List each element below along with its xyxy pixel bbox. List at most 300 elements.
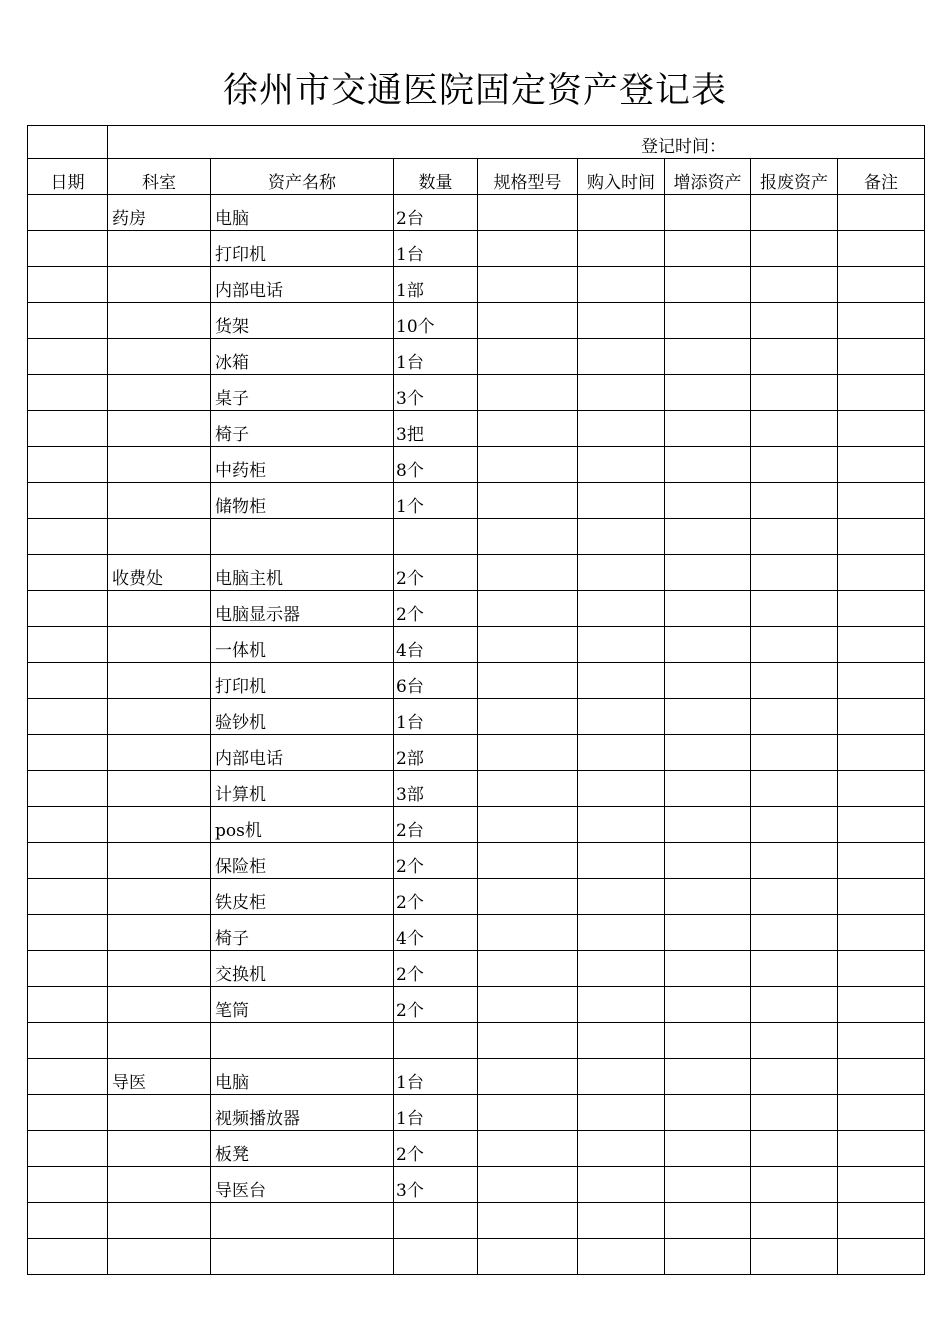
cell-spec[interactable] [478, 519, 578, 555]
cell-scrapped-asset[interactable] [751, 519, 838, 555]
header-asset-name: 资产名称 [211, 159, 394, 195]
table-row [28, 267, 925, 303]
cell-spec[interactable] [478, 555, 578, 591]
table-row [28, 879, 925, 915]
cell-dept[interactable] [108, 1131, 211, 1167]
cell-added-asset[interactable] [665, 1239, 751, 1275]
cell-dept[interactable]: 导医 [108, 1059, 211, 1095]
table-row [28, 663, 925, 699]
cell-dept[interactable] [108, 663, 211, 699]
cell-spec[interactable] [478, 1131, 578, 1167]
cell-added-asset[interactable] [665, 915, 751, 951]
cell-date[interactable] [28, 1167, 108, 1203]
cell-quantity[interactable]: 6台 [394, 663, 478, 699]
cell-asset-name[interactable]: 视频播放器 [211, 1095, 394, 1131]
cell-spec[interactable] [478, 1023, 578, 1059]
cell-asset-name[interactable] [211, 1203, 394, 1239]
cell-spec[interactable] [478, 915, 578, 951]
cell-quantity[interactable] [394, 1239, 478, 1275]
cell-dept[interactable] [108, 591, 211, 627]
cell-purchase-time[interactable] [578, 303, 665, 339]
cell-note[interactable] [838, 771, 925, 807]
cell-note[interactable] [838, 951, 925, 987]
cell-note[interactable] [838, 915, 925, 951]
cell-quantity[interactable]: 2个 [394, 555, 478, 591]
cell-scrapped-asset[interactable] [751, 231, 838, 267]
cell-scrapped-asset[interactable] [751, 879, 838, 915]
cell-date[interactable] [28, 231, 108, 267]
cell-purchase-time[interactable] [578, 483, 665, 519]
table-row [28, 699, 925, 735]
cell-spec[interactable] [478, 483, 578, 519]
cell-added-asset[interactable] [665, 771, 751, 807]
cell-asset-name[interactable] [211, 1023, 394, 1059]
cell-quantity[interactable]: 3部 [394, 771, 478, 807]
cell-asset-name[interactable]: 电脑主机 [211, 555, 394, 591]
cell-note[interactable] [838, 699, 925, 735]
cell-spec[interactable] [478, 411, 578, 447]
cell-spec[interactable] [478, 1239, 578, 1275]
cell-note[interactable] [838, 987, 925, 1023]
cell-asset-name[interactable]: 验钞机 [211, 699, 394, 735]
cell-purchase-time[interactable] [578, 915, 665, 951]
cell-purchase-time[interactable] [578, 663, 665, 699]
cell-note[interactable] [838, 447, 925, 483]
cell-note[interactable] [838, 1239, 925, 1275]
cell-spec[interactable] [478, 267, 578, 303]
cell-date[interactable] [28, 267, 108, 303]
cell-date[interactable] [28, 951, 108, 987]
cell-scrapped-asset[interactable] [751, 627, 838, 663]
cell-purchase-time[interactable] [578, 1059, 665, 1095]
cell-date[interactable] [28, 807, 108, 843]
cell-note[interactable] [838, 807, 925, 843]
cell-quantity[interactable]: 1台 [394, 231, 478, 267]
cell-date[interactable] [28, 1239, 108, 1275]
cell-spec[interactable] [478, 375, 578, 411]
cell-dept[interactable] [108, 843, 211, 879]
cell-added-asset[interactable] [665, 1131, 751, 1167]
cell-quantity[interactable]: 2个 [394, 951, 478, 987]
cell-asset-name[interactable]: 一体机 [211, 627, 394, 663]
header-scrapped-asset: 报废资产 [751, 159, 838, 195]
cell-added-asset[interactable] [665, 555, 751, 591]
cell-spec[interactable] [478, 1095, 578, 1131]
cell-note[interactable] [838, 375, 925, 411]
cell-spec[interactable] [478, 303, 578, 339]
cell-date[interactable] [28, 771, 108, 807]
cell-date[interactable] [28, 375, 108, 411]
cell-quantity[interactable]: 1台 [394, 339, 478, 375]
cell-note[interactable] [838, 195, 925, 231]
cell-date[interactable] [28, 1059, 108, 1095]
cell-spec[interactable] [478, 447, 578, 483]
cell-asset-name[interactable]: pos机 [211, 807, 394, 843]
table-row [28, 1095, 925, 1131]
cell-spec[interactable] [478, 843, 578, 879]
cell-date[interactable] [28, 1095, 108, 1131]
cell-purchase-time[interactable] [578, 375, 665, 411]
cell-dept[interactable] [108, 915, 211, 951]
cell-asset-name[interactable] [211, 1239, 394, 1275]
cell-asset-name[interactable]: 板凳 [211, 1131, 394, 1167]
cell-scrapped-asset[interactable] [751, 267, 838, 303]
cell-scrapped-asset[interactable] [751, 1059, 838, 1095]
register-time-row [28, 126, 925, 159]
table-row [28, 1167, 925, 1203]
cell-scrapped-asset[interactable] [751, 915, 838, 951]
cell-asset-name[interactable]: 椅子 [211, 411, 394, 447]
cell-dept[interactable] [108, 267, 211, 303]
cell-date[interactable] [28, 447, 108, 483]
cell-asset-name[interactable]: 椅子 [211, 915, 394, 951]
cell-dept[interactable] [108, 519, 211, 555]
cell-spec[interactable] [478, 339, 578, 375]
cell-scrapped-asset[interactable] [751, 1239, 838, 1275]
cell-asset-name[interactable]: 笔筒 [211, 987, 394, 1023]
cell-quantity[interactable]: 4台 [394, 627, 478, 663]
cell-note[interactable] [838, 411, 925, 447]
header-row [28, 159, 925, 195]
cell-quantity[interactable]: 1台 [394, 1059, 478, 1095]
table-row [28, 591, 925, 627]
cell-scrapped-asset[interactable] [751, 195, 838, 231]
header-date: 日期 [28, 159, 108, 195]
cell-spec[interactable] [478, 735, 578, 771]
cell-asset-name[interactable]: 打印机 [211, 231, 394, 267]
cell-scrapped-asset[interactable] [751, 483, 838, 519]
cell-added-asset[interactable] [665, 447, 751, 483]
cell-scrapped-asset[interactable] [751, 987, 838, 1023]
cell-spec[interactable] [478, 591, 578, 627]
cell-dept[interactable] [108, 447, 211, 483]
cell-date[interactable] [28, 1203, 108, 1239]
cell-dept[interactable] [108, 1023, 211, 1059]
cell-purchase-time[interactable] [578, 555, 665, 591]
cell-date[interactable] [28, 483, 108, 519]
cell-dept[interactable] [108, 1167, 211, 1203]
cell-purchase-time[interactable] [578, 447, 665, 483]
cell-purchase-time[interactable] [578, 1023, 665, 1059]
cell-purchase-time[interactable] [578, 195, 665, 231]
cell-note[interactable] [838, 1203, 925, 1239]
cell-dept[interactable] [108, 339, 211, 375]
cell-spec[interactable] [478, 627, 578, 663]
cell-spec[interactable] [478, 1059, 578, 1095]
cell-added-asset[interactable] [665, 519, 751, 555]
cell-added-asset[interactable] [665, 195, 751, 231]
cell-purchase-time[interactable] [578, 519, 665, 555]
cell-added-asset[interactable] [665, 735, 751, 771]
cell-dept[interactable]: 药房 [108, 195, 211, 231]
cell-scrapped-asset[interactable] [751, 447, 838, 483]
cell-dept[interactable] [108, 303, 211, 339]
cell-purchase-time[interactable] [578, 879, 665, 915]
cell-asset-name[interactable]: 内部电话 [211, 267, 394, 303]
cell-asset-name[interactable]: 电脑 [211, 1059, 394, 1095]
cell-asset-name[interactable]: 内部电话 [211, 735, 394, 771]
cell-spec[interactable] [478, 951, 578, 987]
cell-spec[interactable] [478, 1203, 578, 1239]
cell-purchase-time[interactable] [578, 231, 665, 267]
cell-note[interactable] [838, 663, 925, 699]
cell-dept[interactable] [108, 1095, 211, 1131]
cell-date[interactable] [28, 987, 108, 1023]
cell-quantity[interactable]: 2台 [394, 195, 478, 231]
cell-scrapped-asset[interactable] [751, 843, 838, 879]
cell-scrapped-asset[interactable] [751, 303, 838, 339]
cell-scrapped-asset[interactable] [751, 1131, 838, 1167]
cell-note[interactable] [838, 735, 925, 771]
cell-added-asset[interactable] [665, 1059, 751, 1095]
cell-purchase-time[interactable] [578, 627, 665, 663]
cell-purchase-time[interactable] [578, 591, 665, 627]
cell-spec[interactable] [478, 879, 578, 915]
cell-date[interactable] [28, 339, 108, 375]
cell-date[interactable] [28, 915, 108, 951]
cell-asset-name[interactable]: 电脑 [211, 195, 394, 231]
cell-date[interactable] [28, 195, 108, 231]
header-note: 备注 [838, 159, 925, 195]
cell-note[interactable] [838, 1095, 925, 1131]
table-row [28, 843, 925, 879]
cell-note[interactable] [838, 303, 925, 339]
cell-asset-name[interactable]: 计算机 [211, 771, 394, 807]
page-title: 徐州市交通医院固定资产登记表 [222, 71, 727, 111]
cell-purchase-time[interactable] [578, 267, 665, 303]
cell-date[interactable] [28, 411, 108, 447]
cell-asset-name[interactable]: 储物柜 [211, 483, 394, 519]
cell-note[interactable] [838, 555, 925, 591]
cell-added-asset[interactable] [665, 663, 751, 699]
cell-date[interactable] [28, 879, 108, 915]
cell-asset-name[interactable]: 中药柜 [211, 447, 394, 483]
cell-quantity[interactable]: 2个 [394, 591, 478, 627]
cell-asset-name[interactable]: 铁皮柜 [211, 879, 394, 915]
cell-quantity[interactable]: 10个 [394, 303, 478, 339]
cell-added-asset[interactable] [665, 231, 751, 267]
cell-asset-name[interactable]: 冰箱 [211, 339, 394, 375]
cell-added-asset[interactable] [665, 843, 751, 879]
cell-scrapped-asset[interactable] [751, 663, 838, 699]
cell-added-asset[interactable] [665, 591, 751, 627]
cell-spec[interactable] [478, 771, 578, 807]
table-row [28, 195, 925, 231]
cell-purchase-time[interactable] [578, 987, 665, 1023]
cell-scrapped-asset[interactable] [751, 1167, 838, 1203]
cell-quantity[interactable]: 3个 [394, 1167, 478, 1203]
cell-added-asset[interactable] [665, 951, 751, 987]
cell-scrapped-asset[interactable] [751, 375, 838, 411]
cell-added-asset[interactable] [665, 339, 751, 375]
cell-added-asset[interactable] [665, 483, 751, 519]
cell-dept[interactable] [108, 771, 211, 807]
cell-quantity[interactable]: 2部 [394, 735, 478, 771]
cell-date[interactable] [28, 663, 108, 699]
cell-dept[interactable] [108, 1203, 211, 1239]
cell-scrapped-asset[interactable] [751, 951, 838, 987]
cell-note[interactable] [838, 339, 925, 375]
cell-dept[interactable] [108, 411, 211, 447]
cell-note[interactable] [838, 843, 925, 879]
cell-dept[interactable] [108, 987, 211, 1023]
cell-date[interactable] [28, 627, 108, 663]
cell-scrapped-asset[interactable] [751, 339, 838, 375]
cell-dept[interactable] [108, 375, 211, 411]
cell-quantity[interactable]: 3个 [394, 375, 478, 411]
cell-asset-name[interactable]: 电脑显示器 [211, 591, 394, 627]
header-spec: 规格型号 [478, 159, 578, 195]
cell-dept[interactable] [108, 627, 211, 663]
cell-added-asset[interactable] [665, 267, 751, 303]
table-cell[interactable] [28, 126, 108, 159]
cell-dept[interactable] [108, 483, 211, 519]
cell-note[interactable] [838, 483, 925, 519]
cell-dept[interactable] [108, 879, 211, 915]
cell-spec[interactable] [478, 807, 578, 843]
cell-spec[interactable] [478, 987, 578, 1023]
cell-purchase-time[interactable] [578, 735, 665, 771]
asset-register-table [27, 125, 925, 1275]
cell-quantity[interactable]: 1部 [394, 267, 478, 303]
cell-purchase-time[interactable] [578, 1167, 665, 1203]
cell-scrapped-asset[interactable] [751, 771, 838, 807]
cell-date[interactable] [28, 591, 108, 627]
cell-note[interactable] [838, 591, 925, 627]
table-row [28, 447, 925, 483]
cell-dept[interactable] [108, 699, 211, 735]
cell-note[interactable] [838, 519, 925, 555]
cell-asset-name[interactable]: 打印机 [211, 663, 394, 699]
cell-scrapped-asset[interactable] [751, 1095, 838, 1131]
table-row [28, 1239, 925, 1275]
cell-quantity[interactable] [394, 519, 478, 555]
cell-quantity[interactable] [394, 1203, 478, 1239]
cell-quantity[interactable]: 8个 [394, 447, 478, 483]
cell-purchase-time[interactable] [578, 951, 665, 987]
table-row [28, 483, 925, 519]
cell-purchase-time[interactable] [578, 411, 665, 447]
cell-date[interactable] [28, 843, 108, 879]
cell-added-asset[interactable] [665, 1023, 751, 1059]
cell-purchase-time[interactable] [578, 1203, 665, 1239]
cell-date[interactable] [28, 1131, 108, 1167]
cell-quantity[interactable]: 2个 [394, 879, 478, 915]
table-row [28, 1203, 925, 1239]
cell-dept[interactable] [108, 1239, 211, 1275]
cell-quantity[interactable]: 1个 [394, 483, 478, 519]
cell-spec[interactable] [478, 195, 578, 231]
table-row [28, 1023, 925, 1059]
cell-scrapped-asset[interactable] [751, 591, 838, 627]
cell-added-asset[interactable] [665, 699, 751, 735]
cell-quantity[interactable]: 2个 [394, 987, 478, 1023]
cell-purchase-time[interactable] [578, 1131, 665, 1167]
table-row [28, 375, 925, 411]
cell-purchase-time[interactable] [578, 807, 665, 843]
cell-note[interactable] [838, 1167, 925, 1203]
cell-scrapped-asset[interactable] [751, 1023, 838, 1059]
table-row [28, 339, 925, 375]
cell-note[interactable] [838, 1059, 925, 1095]
cell-scrapped-asset[interactable] [751, 411, 838, 447]
table-row [28, 807, 925, 843]
cell-asset-name[interactable] [211, 519, 394, 555]
cell-spec[interactable] [478, 663, 578, 699]
cell-asset-name[interactable]: 桌子 [211, 375, 394, 411]
cell-purchase-time[interactable] [578, 699, 665, 735]
cell-asset-name[interactable]: 货架 [211, 303, 394, 339]
cell-note[interactable] [838, 1131, 925, 1167]
cell-added-asset[interactable] [665, 303, 751, 339]
cell-quantity[interactable] [394, 1023, 478, 1059]
cell-date[interactable] [28, 699, 108, 735]
cell-purchase-time[interactable] [578, 1095, 665, 1131]
cell-note[interactable] [838, 879, 925, 915]
cell-quantity[interactable]: 3把 [394, 411, 478, 447]
cell-added-asset[interactable] [665, 879, 751, 915]
cell-added-asset[interactable] [665, 375, 751, 411]
cell-purchase-time[interactable] [578, 843, 665, 879]
cell-added-asset[interactable] [665, 1203, 751, 1239]
cell-date[interactable] [28, 555, 108, 591]
cell-date[interactable] [28, 1023, 108, 1059]
register-time-label: 登记时间： [108, 126, 925, 159]
cell-dept[interactable] [108, 951, 211, 987]
cell-date[interactable] [28, 735, 108, 771]
cell-asset-name[interactable]: 保险柜 [211, 843, 394, 879]
cell-purchase-time[interactable] [578, 1239, 665, 1275]
cell-asset-name[interactable]: 交换机 [211, 951, 394, 987]
cell-spec[interactable] [478, 1167, 578, 1203]
cell-purchase-time[interactable] [578, 771, 665, 807]
cell-quantity[interactable]: 2个 [394, 843, 478, 879]
cell-purchase-time[interactable] [578, 339, 665, 375]
table-row [28, 735, 925, 771]
cell-note[interactable] [838, 1023, 925, 1059]
cell-date[interactable] [28, 519, 108, 555]
cell-quantity[interactable]: 1台 [394, 699, 478, 735]
cell-quantity[interactable]: 2台 [394, 807, 478, 843]
cell-spec[interactable] [478, 231, 578, 267]
cell-added-asset[interactable] [665, 987, 751, 1023]
cell-dept[interactable]: 收费处 [108, 555, 211, 591]
cell-note[interactable] [838, 267, 925, 303]
cell-dept[interactable] [108, 735, 211, 771]
cell-dept[interactable] [108, 231, 211, 267]
cell-scrapped-asset[interactable] [751, 699, 838, 735]
cell-note[interactable] [838, 627, 925, 663]
cell-dept[interactable] [108, 807, 211, 843]
cell-added-asset[interactable] [665, 411, 751, 447]
cell-scrapped-asset[interactable] [751, 1203, 838, 1239]
cell-spec[interactable] [478, 699, 578, 735]
cell-quantity[interactable]: 2个 [394, 1131, 478, 1167]
cell-date[interactable] [28, 303, 108, 339]
cell-added-asset[interactable] [665, 627, 751, 663]
cell-scrapped-asset[interactable] [751, 735, 838, 771]
cell-asset-name[interactable]: 导医台 [211, 1167, 394, 1203]
cell-scrapped-asset[interactable] [751, 555, 838, 591]
table-row [28, 555, 925, 591]
cell-quantity[interactable]: 1台 [394, 1095, 478, 1131]
cell-scrapped-asset[interactable] [751, 807, 838, 843]
cell-added-asset[interactable] [665, 1167, 751, 1203]
cell-added-asset[interactable] [665, 1095, 751, 1131]
cell-note[interactable] [838, 231, 925, 267]
cell-added-asset[interactable] [665, 807, 751, 843]
cell-quantity[interactable]: 4个 [394, 915, 478, 951]
